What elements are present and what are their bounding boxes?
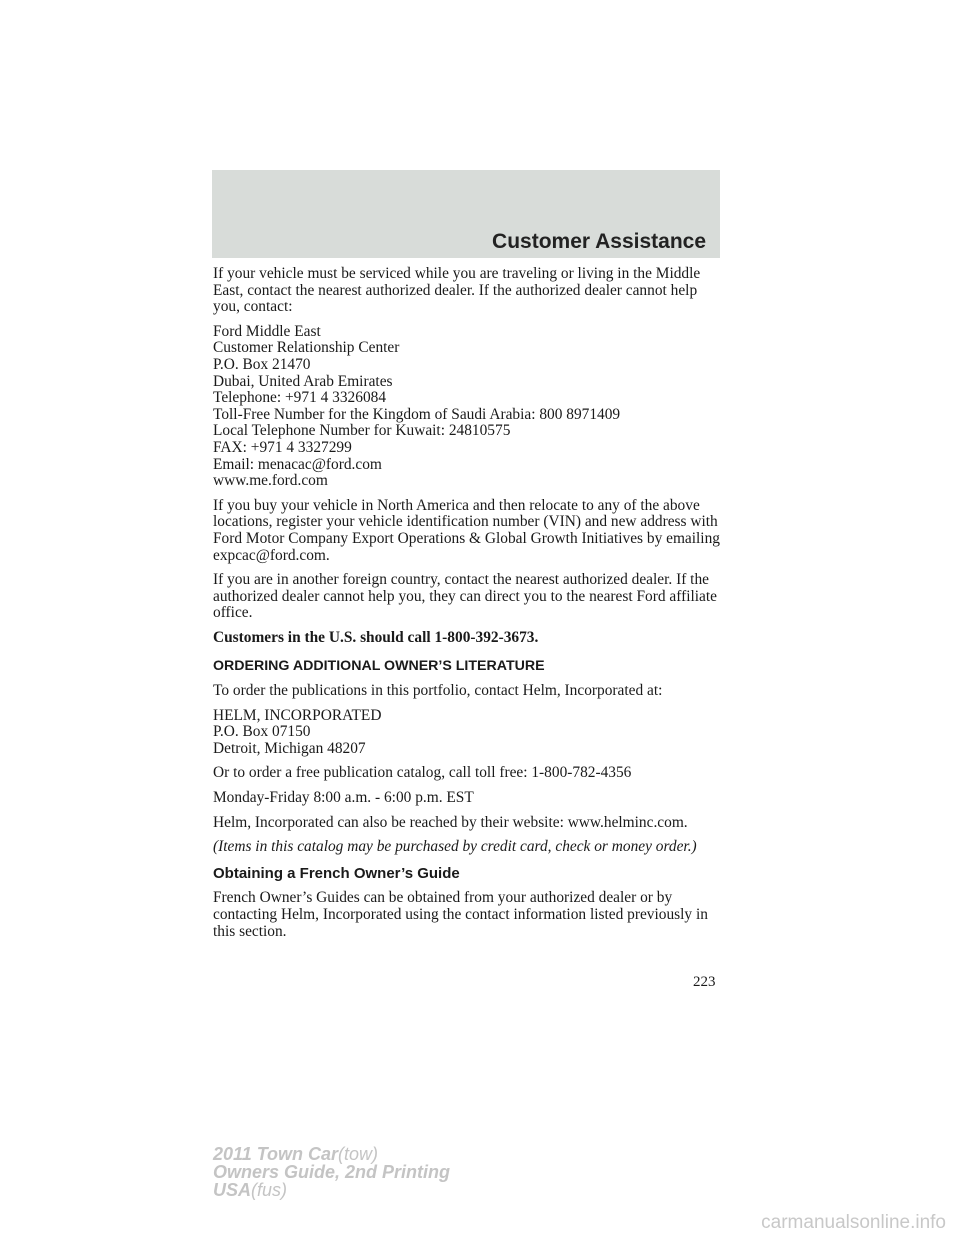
ford-middle-east-address (213, 324, 723, 490)
address-line: Customer Relationship Center (213, 339, 400, 357)
paragraph-middle-east-service: If your vehicle must be serviced while you are traveling or living in the Middle East, contact the nearest authorized dealer. If the authorized dealer cannot help you, contact: (213, 265, 701, 316)
section-header-band (212, 170, 720, 258)
page-number: 223 (693, 974, 716, 990)
paragraph-order-publications: To order the publications in this portfolio, contact Helm, Incorporated at: (213, 682, 663, 700)
us-customer-phone: Customers in the U.S. should call 1-800-392-3673. (213, 628, 539, 646)
watermark-text: carmanualsonline.info (761, 1212, 946, 1233)
document-footer (213, 1145, 450, 1199)
helm-address (213, 708, 723, 758)
address-line: Email: menacac@ford.com (213, 455, 382, 473)
footer-market: USA (213, 1180, 252, 1200)
section-title: Customer Assistance (492, 230, 706, 253)
paragraph-relocation: If you buy your vehicle in North America and then relocate to any of the above locations, register your vehicle identification number (VIN) and new address with Ford Motor Company Export Operations & Global Growth Initiatives by emailing expcac@ford.com. (213, 496, 720, 564)
footer-market-code: (fus) (251, 1180, 288, 1200)
address-line: www.me.ford.com (213, 472, 328, 490)
paragraph-payment-note: (Items in this catalog may be purchased by credit card, check or money order.) (213, 838, 697, 856)
heading-french-guide: Obtaining a French Owner’s Guide (213, 864, 460, 882)
footer-model: 2011 Town Car (213, 1144, 339, 1164)
address-line: P.O. Box 07150 (213, 723, 311, 741)
footer-line-model (213, 1145, 450, 1163)
paragraph-foreign-country: If you are in another foreign country, contact the nearest authorized dealer. If the authorized dealer cannot help you, they can direct you to the nearest Ford affiliate office. (213, 571, 717, 622)
address-line: Dubai, United Arab Emirates (213, 372, 393, 390)
footer-printing: Owners Guide, 2nd Printing (213, 1162, 451, 1182)
address-line: Telephone: +971 4 3326084 (213, 389, 387, 407)
address-line: FAX: +971 4 3327299 (213, 438, 352, 456)
address-line: Local Telephone Number for Kuwait: 24810575 (213, 422, 511, 440)
address-line: HELM, INCORPORATED (213, 706, 382, 724)
address-line: Detroit, Michigan 48207 (213, 739, 366, 757)
address-line: Ford Middle East (213, 322, 321, 340)
footer-model-code: (tow) (338, 1144, 379, 1164)
paragraph-website: Helm, Incorporated can also be reached by their website: www.helminc.com. (213, 813, 688, 831)
paragraph-french-guide: French Owner’s Guides can be obtained from your authorized dealer or by contacting Helm, Incorporated using the contact information listed previously in this section. (213, 889, 708, 940)
footer-line-market (213, 1181, 450, 1199)
address-line: P.O. Box 21470 (213, 355, 311, 373)
paragraph-catalog-phone: Or to order a free publication catalog, call toll free: 1-800-782-4356 (213, 764, 632, 782)
paragraph-hours: Monday-Friday 8:00 a.m. - 6:00 p.m. EST (213, 789, 474, 807)
heading-ordering-literature: ORDERING ADDITIONAL OWNER’S LITERATURE (213, 658, 545, 675)
address-line: Toll-Free Number for the Kingdom of Saudi Arabia: 800 8971409 (213, 405, 621, 423)
page-content (213, 266, 723, 948)
